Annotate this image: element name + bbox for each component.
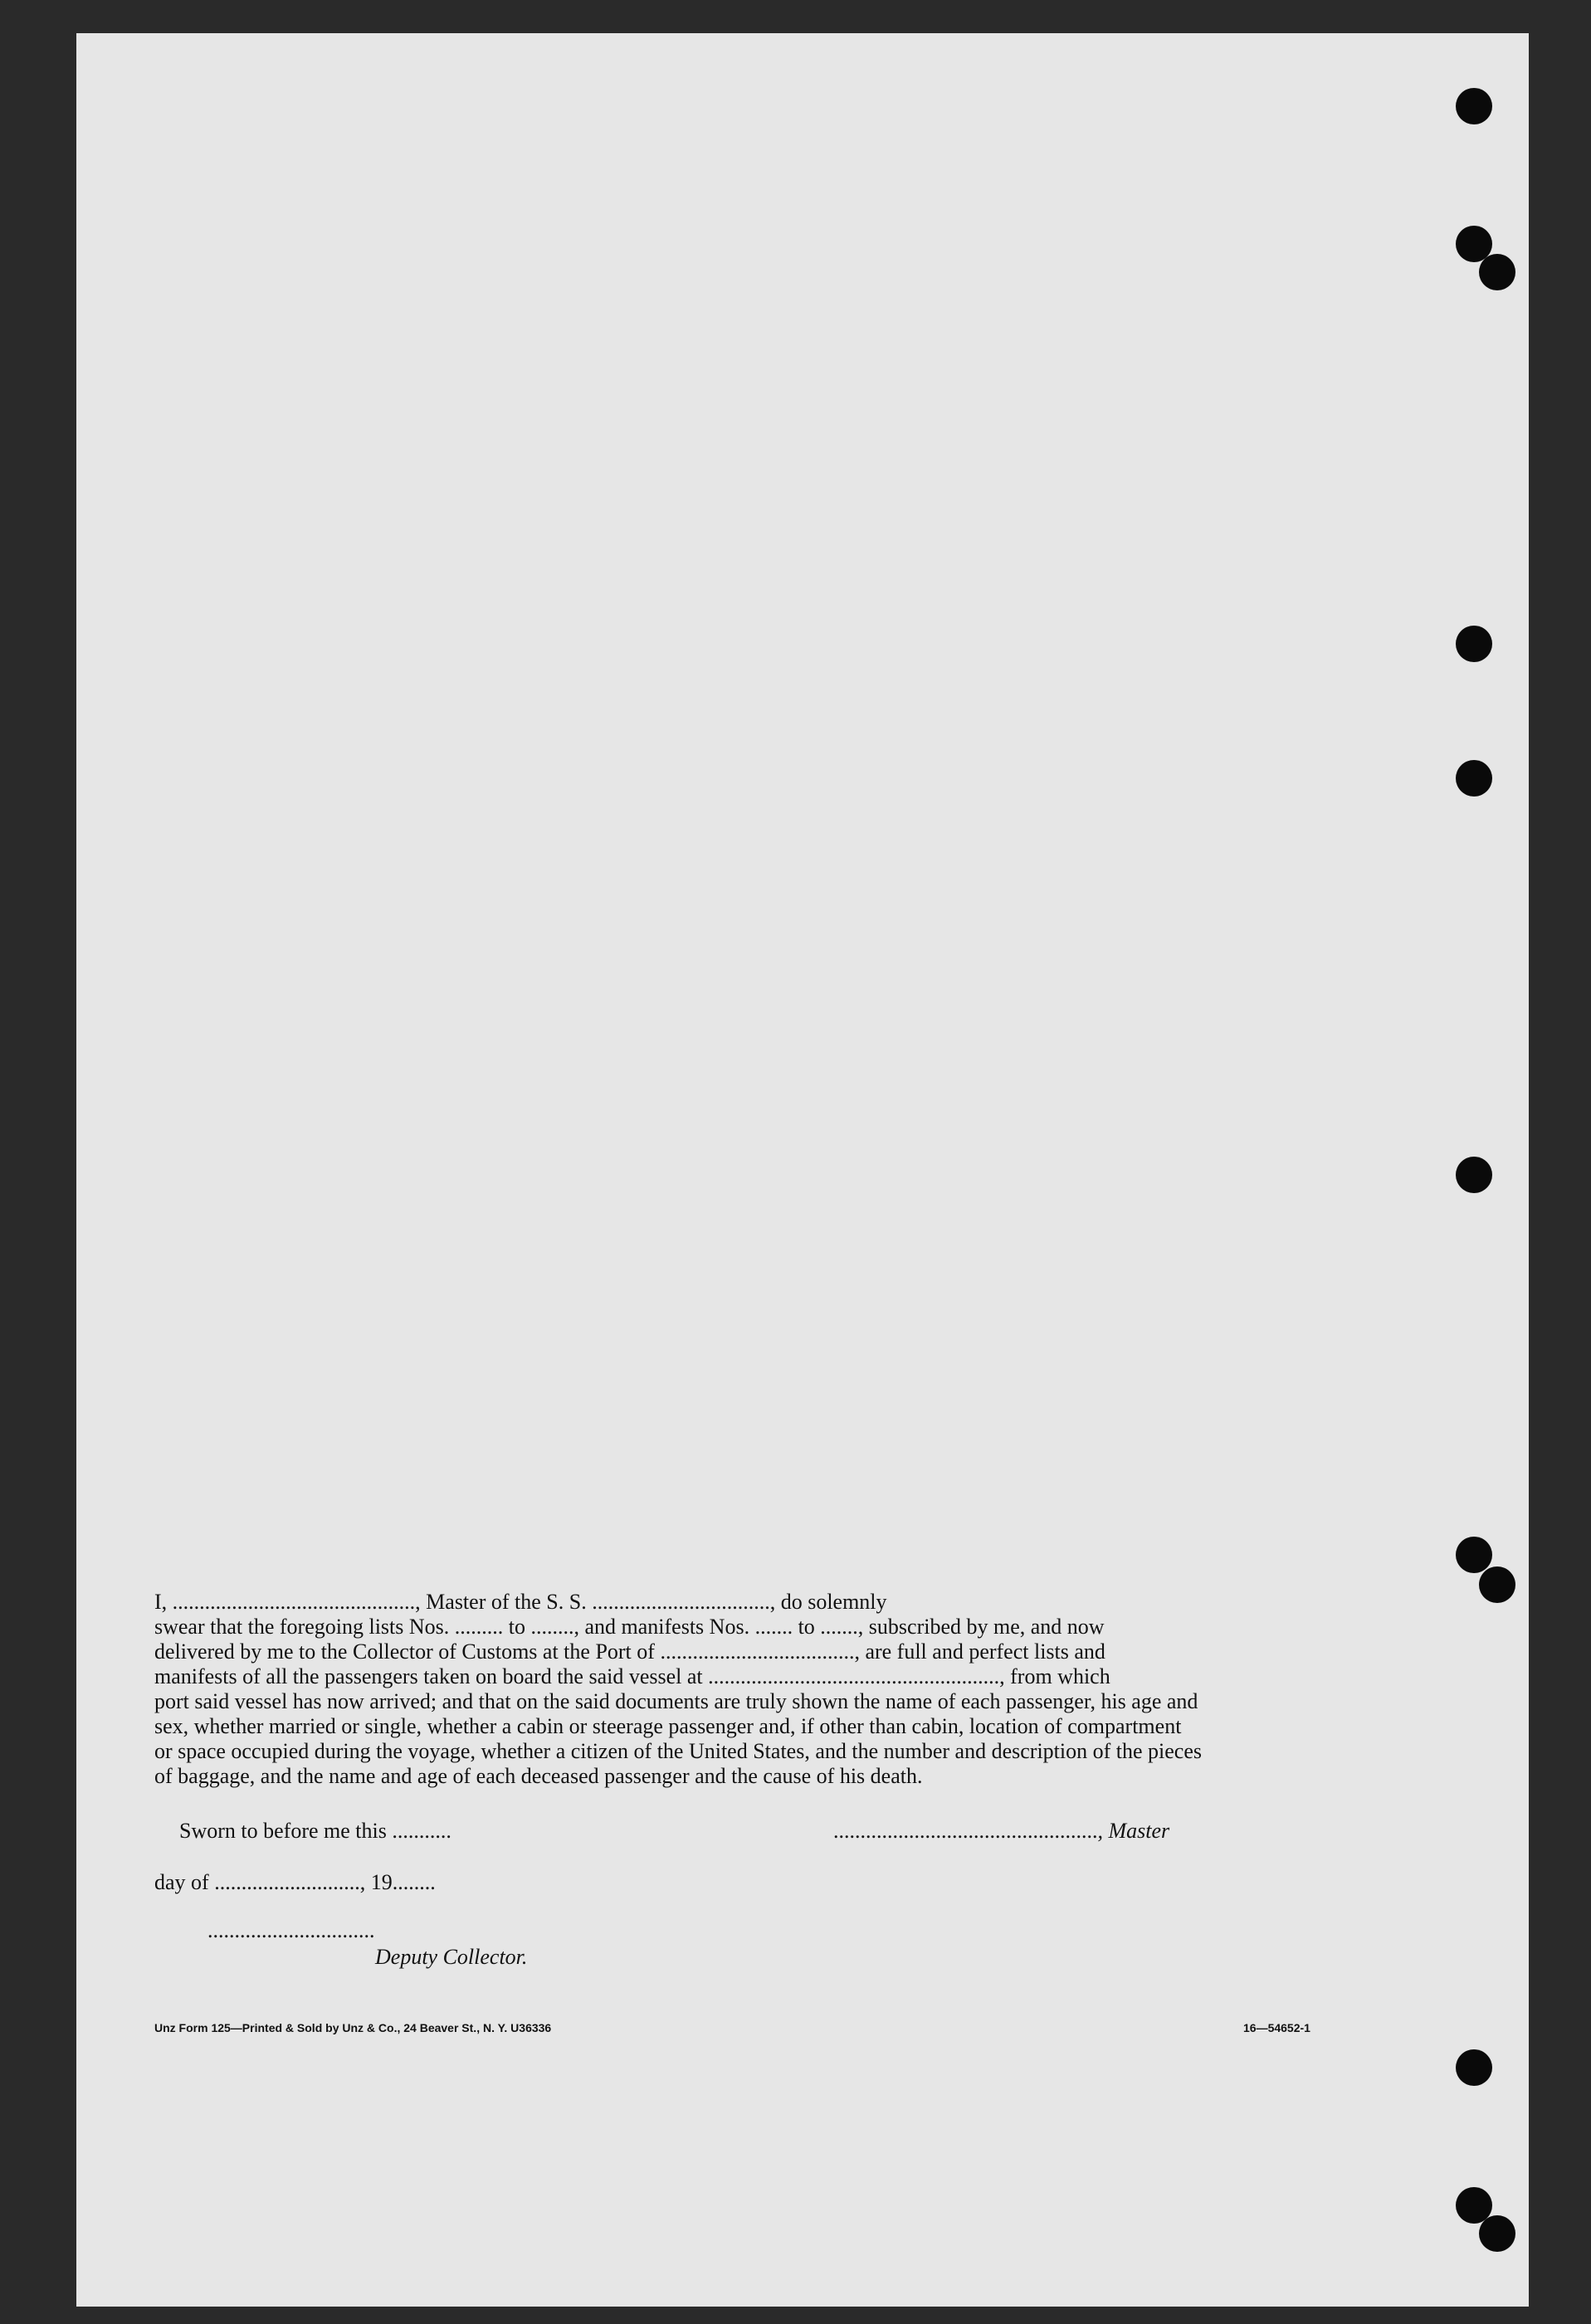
- master-label: , Master: [1097, 1819, 1170, 1843]
- oath-line: manifests of all the passengers taken on board the said vessel at ......................................................, from which: [154, 1664, 1110, 1688]
- oath-line: port said vessel has now arrived; and that on the said documents are truly shown the name of each passenger, his age and: [154, 1689, 1198, 1713]
- binder-hole: [1479, 1566, 1515, 1603]
- binder-hole: [1479, 2215, 1515, 2252]
- deputy-signature-line: ...............................: [207, 1918, 375, 1942]
- binder-hole: [1456, 2049, 1492, 2086]
- manifest-page: [76, 33, 1529, 2307]
- binder-hole: [1456, 88, 1492, 124]
- oath-line: sex, whether married or single, whether a cabin or steerage passenger and, if other than cabin, location of compartment: [154, 1714, 1182, 1738]
- oath-statement: [154, 1590, 1356, 1789]
- binder-hole: [1456, 1537, 1492, 1573]
- binder-hole: [1456, 760, 1492, 797]
- form-imprint: Unz Form 125—Printed & Sold by Unz & Co., 24 Beaver St., N. Y. U36336: [154, 2021, 552, 2034]
- master-signature-line: [833, 1819, 1169, 1844]
- oath-line: or space occupied during the voyage, whether a citizen of the United States, and the number and description of the pieces: [154, 1739, 1203, 1763]
- deputy-collector-label: Deputy Collector.: [375, 1945, 528, 1969]
- signature-dots: .................................................: [833, 1819, 1098, 1843]
- oath-line: I, ............................................., Master of the S. S. ................................., do solemnly: [154, 1590, 887, 1614]
- binder-hole: [1456, 1157, 1492, 1193]
- binder-hole: [1479, 254, 1515, 290]
- oath-line: delivered by me to the Collector of Customs at the Port of ...................................., are full and perfect lists and: [154, 1639, 1105, 1664]
- sworn-text: Sworn to before me this ...........: [179, 1819, 451, 1843]
- form-number: 16—54652-1: [1243, 2021, 1310, 2034]
- day-of-line: day of ..........................., 19........: [154, 1870, 436, 1894]
- oath-line: of baggage, and the name and age of each deceased passenger and the cause of his death.: [154, 1764, 923, 1788]
- oath-line: swear that the foregoing lists Nos. ......... to ........, and manifests Nos. ....... to ......., subscribed by me, and now: [154, 1615, 1105, 1639]
- binder-hole: [1456, 626, 1492, 662]
- sworn-line: [179, 1819, 1356, 1844]
